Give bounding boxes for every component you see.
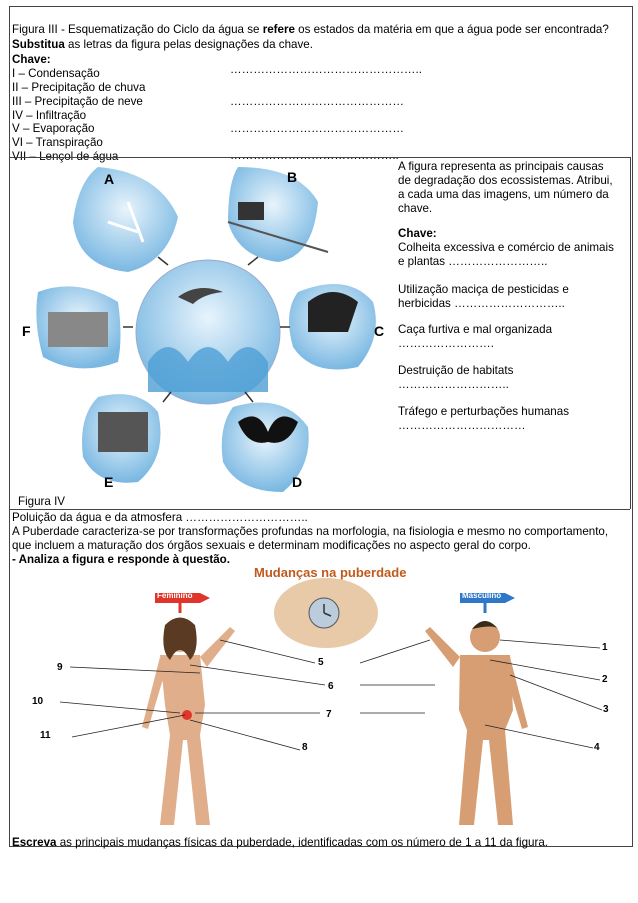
key-item: IV – Infiltração <box>12 109 87 122</box>
label-number: 2 <box>602 674 608 685</box>
key-item: VI – Transpiração <box>12 136 103 149</box>
puberty-figure <box>30 565 620 835</box>
label-number: 11 <box>40 730 51 741</box>
bottom-instruction: Escreva as principais mudanças físicas da puberdade, identificadas com os número de 1 a 11 da figura. <box>12 836 549 849</box>
cause-item: Caça furtiva e mal organizada <box>398 323 553 336</box>
divider <box>10 509 630 510</box>
intro-line: a cada uma das imagens, um número da <box>398 188 609 201</box>
cause-answer[interactable]: …………………………… <box>398 419 526 432</box>
key-item: III – Precipitação de neve <box>12 95 143 108</box>
label-number: 6 <box>328 681 334 692</box>
ecosystem-degradation-figure <box>28 162 388 497</box>
figure-letter-f: F <box>22 323 31 339</box>
section3-title: Figura III - Esquematização do Ciclo da água se refere os estados da matéria em que a água pode ser encontrada? <box>12 23 609 36</box>
answer-line[interactable]: ……………………………………… <box>230 95 404 108</box>
banner-title: Mudanças na puberdade <box>254 565 407 580</box>
key-item: V – Evaporação <box>12 122 95 135</box>
cause-item: Utilização maciça de pesticidas e <box>398 283 569 296</box>
label-number: 4 <box>594 742 600 753</box>
label-number: 10 <box>32 696 44 707</box>
figure-letter-b: B <box>287 169 298 185</box>
label-number: 1 <box>602 642 608 653</box>
figure-letter-e: E <box>104 474 114 490</box>
intro-line: A figura representa as principais causas <box>398 160 604 173</box>
figure-letter-d: D <box>292 474 303 490</box>
answer-line[interactable]: ………………………………………….. <box>230 63 422 76</box>
figure-letter-c: C <box>374 323 385 339</box>
key-item: II – Precipitação de chuva <box>12 81 146 94</box>
cause-answer[interactable]: ……………………. <box>398 337 494 350</box>
cause-answer[interactable]: herbicidas ……………………….. <box>398 297 565 310</box>
puberty-text: que incluem a maturação dos órgãos sexuais e determinam modificações no aspecto geral do corpo. <box>12 539 531 552</box>
section3-instruction: Substitua as letras da figura pelas designações da chave. <box>12 38 313 51</box>
key-item: I – Condensação <box>12 67 100 80</box>
figure-iv-label: Figura IV <box>18 495 66 508</box>
divider <box>630 157 631 509</box>
label-number: 9 <box>57 662 63 673</box>
pollution-line[interactable]: Poluição da água e da atmosfera ………………………….. <box>12 511 308 524</box>
answer-line[interactable]: …………………………………….. <box>230 149 399 162</box>
cause-item: Tráfego e perturbações humanas <box>398 405 570 418</box>
male-label: Masculino <box>462 591 502 600</box>
cause-item: Colheita excessiva e comércio de animais <box>398 241 614 254</box>
puberty-task: - Analiza a figura e responde à questão. <box>12 553 230 566</box>
female-label: Feminino <box>157 591 193 600</box>
answer-line[interactable]: ……………………………………… <box>230 122 404 135</box>
label-number: 7 <box>326 709 332 720</box>
intro-line: chave. <box>398 202 433 215</box>
label-number: 8 <box>302 742 308 753</box>
cause-item: Destruição de habitats <box>398 364 514 377</box>
cause-answer[interactable]: ……………………….. <box>398 378 509 391</box>
section4-key-label: Chave: <box>398 227 437 240</box>
label-number: 3 <box>603 704 609 715</box>
figure-letter-a: A <box>104 171 115 187</box>
key-item: VII – Lençol de água <box>12 150 119 163</box>
puberty-text: A Puberdade caracteriza-se por transformações profundas na morfologia, na fisiologia e mesmo no comportamento, <box>12 525 609 538</box>
section3-key-label: Chave: <box>12 53 51 66</box>
male-body <box>425 622 528 825</box>
cause-answer[interactable]: e plantas …………………….. <box>398 255 548 268</box>
petal-a <box>73 167 178 272</box>
label-number: 5 <box>318 657 324 668</box>
intro-line: de degradação dos ecossistemas. Atribui, <box>398 174 613 187</box>
divider <box>10 157 630 158</box>
